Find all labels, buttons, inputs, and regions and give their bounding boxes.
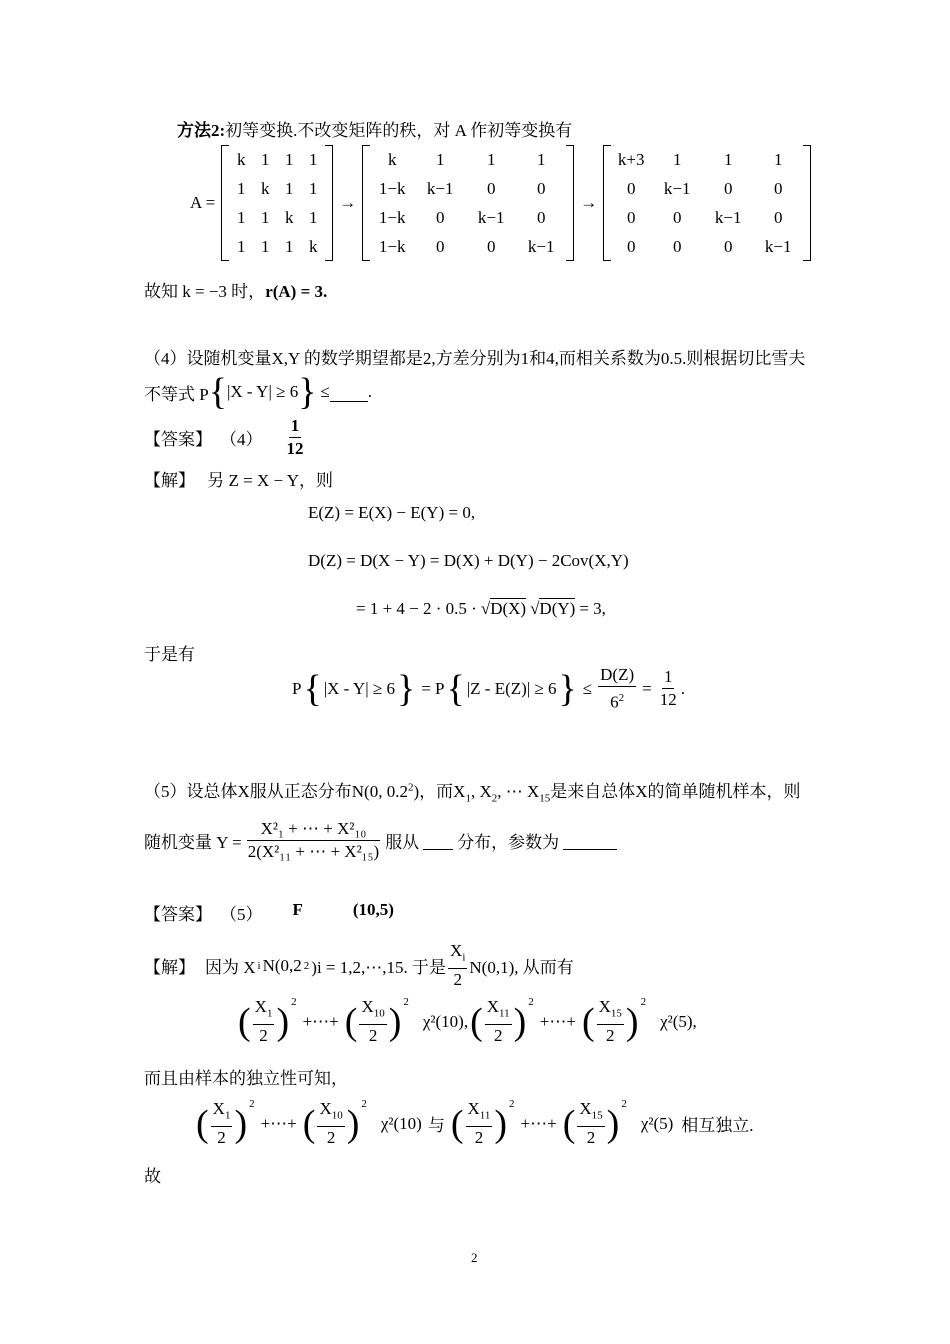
matrix-cell: 0 xyxy=(773,179,783,198)
matrix-cell: 1−k xyxy=(378,208,406,227)
matrix-cell: 0 xyxy=(486,237,496,256)
matrix-cell: 1 xyxy=(308,179,318,198)
solution-5-indep-intro: 而且由样本的独立性可知， xyxy=(144,1069,348,1088)
matrix-equation xyxy=(190,145,811,261)
matrix-cell: 1 xyxy=(260,150,270,169)
q4-answer-blank[interactable] xyxy=(330,383,368,402)
arrow-1: → xyxy=(339,193,357,212)
solution-4-label: 【解】 xyxy=(144,471,195,490)
sqrt-dx: √D(X) xyxy=(480,599,527,618)
q5-statistic-fraction: $\frac{\text{X²₁ + ⋯ + X²₁₀}}{\text{2(X²₁₁ + ⋯ + X²₁₅)}}$ xyxy=(247,819,380,861)
matrix-cell: 0 xyxy=(435,208,445,227)
q4-suffix: ≤ xyxy=(320,382,330,401)
matrix-cell: 0 xyxy=(536,179,546,198)
matrix-cell: 1−k xyxy=(378,179,406,198)
sqrt-dy: √D(Y) xyxy=(530,599,576,618)
s5-intro-fraction: $\frac{X_i}{2}$ xyxy=(450,941,466,990)
question-5-line2: 随机变量 Y = $\frac{\text{X²₁ + ⋯ + X²₁₀}}{\text{2(X²₁₁ + ⋯ + X²₁₅)}}$ 服从 分布，参数为 xyxy=(144,818,617,863)
question-5-line1: （5）设总体X服从正态分布N(0, $0.2^2$)，而$X_1$, $X_2$, ⋯ $X_{15}$是来自总体X的简单随机样本，则 xyxy=(144,781,801,805)
solution-5-chi-line: ( $\frac{X_1}{2}$ ) $^2$ +⋯+ ( $\frac{X_{10}}{2}$ ) $^2$ χ²(10), ( $\frac{X_{11}}{2}$ ) $^2$ +⋯+ ( $\frac{X_{15}}{2}$ ) $^2$ χ²(5), xyxy=(238,996,697,1046)
question-4-line2: 不等式 P { |X - Y| ≥ 6 } ≤ . xyxy=(144,371,373,413)
solution-4-intro xyxy=(144,466,333,491)
matrix-cell: 1 xyxy=(672,150,682,169)
solution-4-eq2: D(Z) = D(X − Y) = D(X) + D(Y) − 2Cov(X,Y) xyxy=(308,551,629,570)
matrix-cell: 1 xyxy=(723,150,733,169)
matrix-cell: 0 xyxy=(723,179,733,198)
matrix-1 xyxy=(221,145,333,261)
matrix-cell: 1 xyxy=(236,237,246,256)
matrix-cell: k+3 xyxy=(617,150,645,169)
page-number: 2 xyxy=(471,1250,478,1265)
answer-5: 【答案】 （5） F (10,5) xyxy=(144,900,394,924)
matrix-cell: 0 xyxy=(435,237,445,256)
chi-5b: χ²(5) xyxy=(640,1113,674,1133)
matrix-cell: 1 xyxy=(486,150,496,169)
answer-4-fraction: $\frac{1}{12}$ xyxy=(286,416,304,458)
matrix-cell: k−1 xyxy=(764,237,792,256)
matrix-2 xyxy=(362,145,574,261)
matrix-cell: 1 xyxy=(284,237,294,256)
matrix-cell: 1 xyxy=(260,237,270,256)
matrix-cell: 0 xyxy=(626,208,636,227)
matrix-cell: k−1 xyxy=(663,179,691,198)
answer-4-num: （4） xyxy=(220,430,263,449)
matrix-cell: 1 xyxy=(236,179,246,198)
q5-distribution-blank[interactable] xyxy=(423,831,453,850)
matrix-cell: 1 xyxy=(284,150,294,169)
matrix-cell: k xyxy=(236,150,246,169)
method2-line xyxy=(177,116,572,141)
conclusion-result: r(A) = 3. xyxy=(265,282,328,301)
matrix-lhs: A = xyxy=(190,193,216,212)
solution-5-intro: 【解】 因为 X i N(0,2 2 )i = 1,2,⋯,15. 于是 $\frac{X_i}{2}$ N(0,1), 从而有 xyxy=(144,941,574,990)
matrix-3 xyxy=(603,145,811,261)
chi-5: χ²(5), xyxy=(660,1011,697,1031)
matrix-cell: 0 xyxy=(672,208,682,227)
solution-4-eq1: E(Z) = E(X) − E(Y) = 0, xyxy=(308,503,476,522)
matrix-cell: 1 xyxy=(260,208,270,227)
matrix-cell: 0 xyxy=(626,179,636,198)
matrix-cell: 1 xyxy=(308,150,318,169)
q4-prefix: 不等式 P xyxy=(144,384,209,404)
rank-conclusion xyxy=(144,277,327,302)
matrix-cell: 0 xyxy=(486,179,496,198)
sample-list: $X_1$, $X_2$, ⋯ $X_{15}$ xyxy=(453,782,551,805)
chi-10b: χ²(10) xyxy=(380,1113,422,1133)
matrix-cell: k xyxy=(284,208,294,227)
matrix-cell: 1 xyxy=(308,208,318,227)
matrix-cell: k xyxy=(387,150,397,169)
matrix-cell: 0 xyxy=(672,237,682,256)
matrix-cell: k xyxy=(308,237,318,256)
matrix-cell: 1−k xyxy=(378,237,406,256)
matrix-cell: 0 xyxy=(626,237,636,256)
matrix-cell: 1 xyxy=(435,150,445,169)
matrix-cell: k−1 xyxy=(477,208,505,227)
eq4-fraction-result: $\frac{1}{12}$ xyxy=(659,667,677,710)
matrix-cell: 1 xyxy=(236,208,246,227)
method2-text: 初等变换.不改变矩阵的秩，对 A 作初等变换有 xyxy=(225,121,573,140)
matrix-cell: 0 xyxy=(536,208,546,227)
matrix-cell: 0 xyxy=(773,208,783,227)
matrix-cell: k−1 xyxy=(714,208,742,227)
matrix-cell: k−1 xyxy=(527,237,555,256)
matrix-cell: k−1 xyxy=(426,179,454,198)
method2-label: 方法2: xyxy=(177,121,226,140)
arrow-2: → xyxy=(580,193,598,212)
matrix-cell: 1 xyxy=(284,179,294,198)
solution-5-indep-line: ( $\frac{X_1}{2}$ ) $^2$ +⋯+ ( $\frac{X_{10}}{2}$ ) $^2$ χ²(10) 与 ( $\frac{X_{11}}{2}$ ) $^2$ +⋯+ ( $\frac{X_{15}}{2}$ ) $^2$ χ²(5) 相互独立. xyxy=(196,1098,754,1148)
answer-4-label: 【答案】 xyxy=(144,430,212,449)
matrix-cell: k xyxy=(260,179,270,198)
solution-4-intro-text: 另 Z = X − Y，则 xyxy=(207,471,333,490)
conclusion-text: 故知 k = −3 时， xyxy=(144,282,266,301)
chi-10: χ²(10), xyxy=(422,1011,469,1031)
matrix-cell: 1 xyxy=(536,150,546,169)
solution-4-yu: 于是有 xyxy=(144,645,195,664)
answer-5-dist: F xyxy=(292,900,303,919)
eq4-fraction-dz: $\frac{D(Z)}{6^2}$ xyxy=(600,665,635,712)
q4-expr: |X - Y| ≥ 6 xyxy=(226,382,299,401)
matrix-cell: 1 xyxy=(773,150,783,169)
answer-5-param: (10,5) xyxy=(352,900,394,919)
q5-parameter-blank[interactable] xyxy=(563,831,617,850)
matrix-cell: 0 xyxy=(723,237,733,256)
answer-4 xyxy=(144,415,306,460)
solution-4-eq4: P { |X - Y| ≥ 6 } = P { |Z - E(Z)| ≥ 6 } ≤ $\frac{D(Z)}{6^2}$ = $\frac{1}{12}$ . xyxy=(292,665,685,712)
solution-5-gu: 故 xyxy=(144,1167,161,1186)
question-4-line1: （4）设随机变量X,Y 的数学期望都是2,方差分别为1和4,而相关系数为0.5.则根据切比雪夫 xyxy=(144,349,806,368)
solution-4-eq3: = 1 + 4 − 2 · 0.5 · √D(X) √D(Y) = 3, xyxy=(356,599,606,618)
